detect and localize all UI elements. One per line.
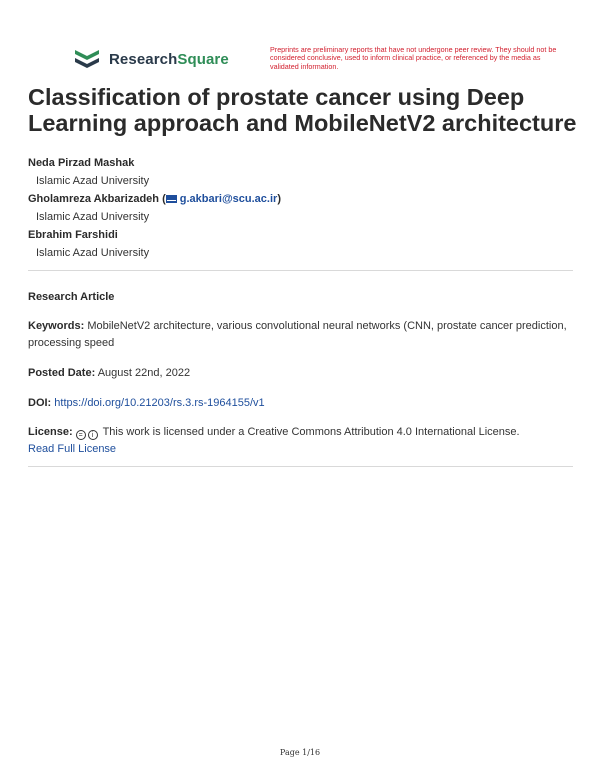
doi-block — [28, 395, 568, 412]
logo-brand-accent: Square — [177, 50, 229, 68]
paper-title: Classification of prostate cancer using Deep Learning approach and MobileNetV2 architecture — [28, 84, 577, 136]
research-square-logo[interactable] — [73, 48, 229, 70]
logo-brand: Research — [109, 50, 178, 68]
author-affiliation: Islamic Azad University — [36, 175, 150, 187]
keywords-value: MobileNetV2 architecture, various convolutional neural networks (CNN, prostate cancer prediction, processing speed — [28, 320, 567, 349]
envelope-icon — [166, 195, 177, 203]
keywords-block — [28, 318, 568, 352]
license-block — [28, 424, 568, 458]
article-type-label: Research Article — [28, 291, 115, 303]
cc-icon: = — [76, 430, 86, 440]
author-affiliation: Islamic Azad University — [36, 211, 150, 223]
posted-date-value: August 22nd, 2022 — [97, 367, 191, 379]
doi-label: DOI: — [28, 397, 52, 409]
email-paren-close: ) — [277, 193, 281, 205]
posted-date-label: Posted Date: — [28, 367, 96, 379]
license-text: This work is licensed under a Creative Commons Attribution 4.0 International License. — [102, 426, 520, 438]
author-name: Gholamreza Akbarizadeh — [28, 193, 160, 205]
cc-by-icon: i — [88, 430, 98, 440]
doi-link[interactable]: https://doi.org/10.21203/rs.3.rs-1964155/v1 — [54, 397, 265, 409]
author-list — [28, 154, 281, 262]
author-name: Neda Pirzad Mashak — [28, 157, 135, 169]
logo-text — [109, 51, 229, 68]
read-full-license-link[interactable]: Read Full License — [28, 443, 117, 455]
author-name: Ebrahim Farshidi — [28, 229, 118, 241]
keywords-label: Keywords: — [28, 320, 85, 332]
page-number: Page 1/16 — [279, 748, 321, 757]
article-type — [28, 289, 568, 306]
license-label: License: — [28, 426, 73, 438]
author-affiliation: Islamic Azad University — [36, 247, 150, 259]
research-square-logo-icon — [73, 48, 101, 70]
author-entry — [28, 190, 281, 208]
posted-date-block — [28, 365, 568, 382]
divider — [28, 270, 573, 271]
email-paren-open: ( — [162, 193, 166, 205]
preprint-notice: Preprints are preliminary reports that have not undergone peer review. They should not be considered conclusive, used to inform clinical practice, or referenced by the media as validated information. — [270, 45, 557, 71]
author-email-link[interactable]: g.akbari@scu.ac.ir — [179, 193, 278, 205]
divider — [28, 466, 573, 467]
